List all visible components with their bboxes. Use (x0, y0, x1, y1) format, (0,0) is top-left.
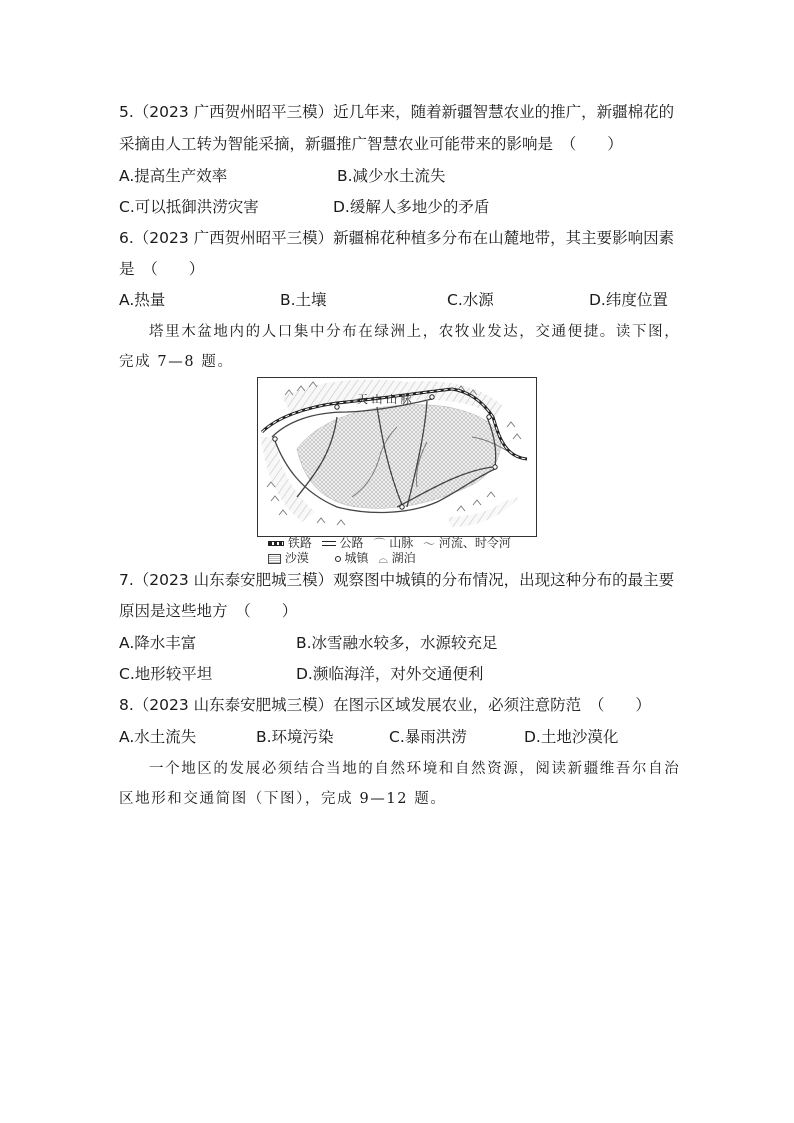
legend-lake-label: 湖泊 (391, 551, 416, 565)
railway-legend-icon (268, 541, 284, 546)
q8-option-a[interactable]: A.水土流失 (119, 728, 197, 746)
highway-legend-icon (322, 541, 336, 546)
q5-option-b[interactable]: B.减少水土流失 (337, 167, 446, 185)
q6-option-b[interactable]: B.土壤 (280, 291, 327, 309)
q5-option-d[interactable]: D.缓解人多地少的矛盾 (333, 198, 490, 216)
q7-option-b[interactable]: B.冰雪融水较多，水源较充足 (296, 634, 498, 652)
river-legend-icon: 〜 (423, 536, 436, 551)
legend-row2 (268, 551, 416, 566)
q8-option-b[interactable]: B.环境污染 (256, 728, 334, 746)
q8-option-c[interactable]: C.暴雨洪涝 (389, 728, 467, 746)
q7-option-a[interactable]: A.降水丰富 (119, 634, 197, 652)
q6-stem-line2: 是 （ ） (119, 260, 205, 278)
q6-option-d[interactable]: D.纬度位置 (589, 291, 668, 309)
q7-stem-line1: 7.（2023 山东泰安肥城三模）观察图中城镇的分布情况，出现这种分布的最主要 (119, 571, 675, 589)
q6-option-a[interactable]: A.热量 (119, 291, 166, 309)
legend-desert-label: 沙漠 (284, 551, 309, 565)
desert-legend-icon (268, 554, 281, 564)
q6-option-c[interactable]: C.水源 (447, 291, 494, 309)
intro-7-8-line1: 塔里木盆地内的人口集中分布在绿洲上，农牧业发达，交通便捷。读下图， (149, 324, 681, 340)
legend-row1 (268, 536, 511, 551)
lake-legend-icon: ⌓ (378, 551, 388, 566)
q6-stem-line1: 6.（2023 广西贺州昭平三模）新疆棉花种植多分布在山麓地带，其主要影响因素 (119, 229, 675, 247)
mountain-legend-icon: ⌒ (373, 536, 386, 551)
q5-option-a[interactable]: A.提高生产效率 (119, 167, 228, 185)
legend-railway-label: 铁路 (287, 536, 312, 550)
town-legend-icon (335, 556, 341, 562)
tianshan-label: 天 山 山 脉 (357, 393, 412, 406)
tarim-basin-map (257, 377, 537, 537)
intro-9-12-line2: 区地形和交通简图（下图），完成 9—12 题。 (119, 791, 447, 807)
q5-stem-line2: 采摘由人工转为智能采摘，新疆推广智慧农业可能带来的影响是 （ ） (119, 135, 623, 153)
q5-option-c[interactable]: C.可以抵御洪涝灾害 (119, 198, 259, 216)
q7-option-d[interactable]: D.濒临海洋，对外交通便利 (296, 665, 484, 683)
legend-river-label: 河流、时令河 (438, 536, 511, 550)
q8-stem-line1: 8.（2023 山东泰安肥城三模）在图示区域发展农业，必须注意防范 （ ） (119, 696, 651, 714)
legend-town-label: 城镇 (344, 551, 369, 565)
q8-option-d[interactable]: D.土地沙漠化 (524, 728, 619, 746)
q7-option-c[interactable]: C.地形较平坦 (119, 665, 213, 683)
intro-7-8-line2: 完成 7—8 题。 (119, 354, 234, 370)
legend-highway-label: 公路 (339, 536, 364, 550)
q7-stem-line2: 原因是这些地方 （ ） (119, 602, 298, 620)
q5-stem-line1: 5.（2023 广西贺州昭平三模）近几年来，随着新疆智慧农业的推广，新疆棉花的 (119, 103, 675, 121)
intro-9-12-line1: 一个地区的发展必须结合当地的自然环境和自然资源，阅读新疆维吾尔自治 (149, 761, 681, 777)
legend-mountain-label: 山脉 (389, 536, 414, 550)
